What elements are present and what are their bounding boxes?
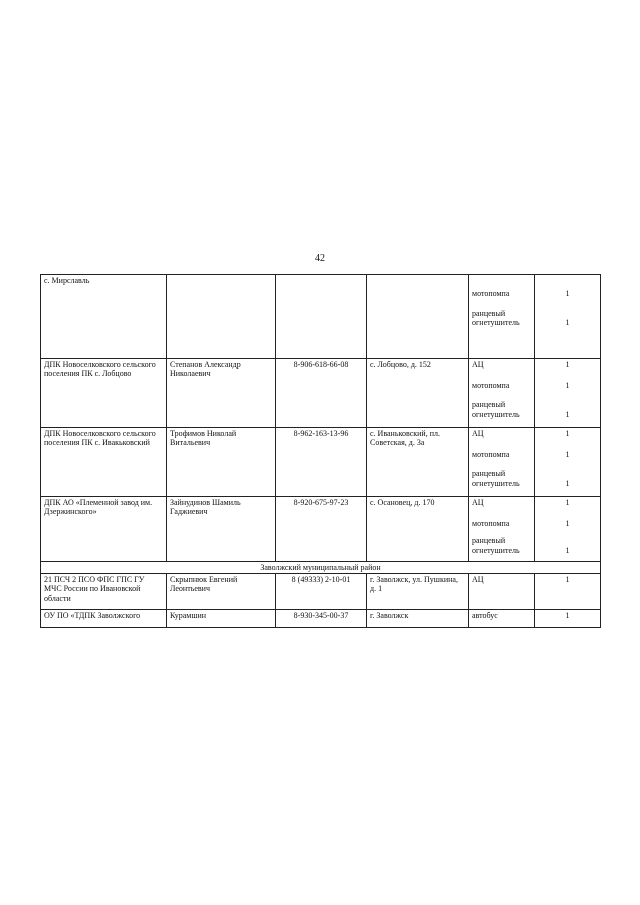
head-cell: Курамшин [167, 610, 276, 628]
org-cell: ДПК Новоселковского сельского поселения ПК с. Ивакьковский [41, 428, 167, 497]
qty-value: 1 [565, 381, 570, 391]
equipment-item: ранцевый огнетушитель [472, 309, 520, 328]
equipment-item: АЦ [472, 360, 484, 369]
head-cell: Зайнудинов Шамиль Гаджиевич [167, 497, 276, 562]
phone-cell: 8-920-675-97-23 [276, 497, 367, 562]
table-row [41, 428, 601, 497]
qty-cell: 1 [535, 574, 601, 610]
qty-value: 1 [565, 498, 570, 507]
equipment-item: ранцевый огнетушитель [472, 400, 520, 419]
qty-cell: 1 [535, 610, 601, 628]
phone-cell: 8 (49333) 2-10-01 [276, 574, 367, 610]
qty-value: 1 [565, 546, 570, 556]
phone-cell: 8-962-163-13-96 [276, 428, 367, 497]
equipment-item: мотопомпа [472, 289, 510, 298]
qty-value: 1 [565, 289, 570, 298]
address-cell: с. Лобцово, д. 152 [367, 359, 469, 428]
address-cell: г. Заволжск, ул. Пушкина, д. 1 [367, 574, 469, 610]
section-title: Заволжский муниципальный район [41, 562, 601, 574]
fire-units-table [40, 274, 601, 628]
head-cell: Скрыпнюк Евгений Леонтьевич [167, 574, 276, 610]
org-cell: с. Мирславль [41, 275, 167, 359]
qty-value: 1 [565, 429, 570, 438]
table-row [41, 574, 601, 610]
qty-cell [535, 497, 601, 562]
table-row [41, 359, 601, 428]
table-row [41, 497, 601, 562]
address-cell: с. Осановец, д. 170 [367, 497, 469, 562]
qty-value: 1 [565, 360, 570, 369]
phone-cell: 8-906-618-66-08 [276, 359, 367, 428]
equipment-cell [469, 275, 535, 359]
equipment-cell: автобус [469, 610, 535, 628]
equipment-cell [469, 359, 535, 428]
table-row [41, 275, 601, 359]
equipment-cell: АЦ [469, 574, 535, 610]
qty-value: 1 [565, 519, 570, 529]
table-row [41, 610, 601, 628]
address-cell: г. Заволжск [367, 610, 469, 628]
org-cell: ДПК АО «Племенной завод им. Дзержинского» [41, 497, 167, 562]
head-cell: Трофимов Николай Витальевич [167, 428, 276, 497]
org-cell: ОУ ПО «ТДПК Заволжского [41, 610, 167, 628]
qty-value: 1 [565, 318, 570, 328]
section-row [41, 562, 601, 574]
qty-value: 1 [565, 410, 570, 420]
equipment-item: мотопомпа [472, 519, 510, 529]
address-cell [367, 275, 469, 359]
head-cell: Степанов Александр Николаевич [167, 359, 276, 428]
equipment-item: ранцевый огнетушитель [472, 536, 520, 555]
phone-cell [276, 275, 367, 359]
qty-cell [535, 275, 601, 359]
equipment-item: мотопомпа [472, 381, 510, 391]
org-cell: ДПК Новоселковского сельского поселения ПК с. Лобцово [41, 359, 167, 428]
equipment-item: мотопомпа [472, 450, 510, 460]
equipment-cell [469, 497, 535, 562]
qty-value: 1 [565, 450, 570, 460]
phone-cell: 8-930-345-00-37 [276, 610, 367, 628]
address-cell: с. Иваньковский, пл. Советская, д. 3а [367, 428, 469, 497]
head-cell [167, 275, 276, 359]
org-cell: 21 ПСЧ 2 ПСО ФПС ГПС ГУ МЧС России по Ивановской области [41, 574, 167, 610]
qty-cell [535, 428, 601, 497]
equipment-item: ранцевый огнетушитель [472, 469, 520, 488]
equipment-cell [469, 428, 535, 497]
equipment-item: АЦ [472, 498, 484, 507]
equipment-item: АЦ [472, 429, 484, 438]
qty-value: 1 [565, 479, 570, 489]
qty-cell [535, 359, 601, 428]
page-number: 42 [315, 253, 325, 264]
